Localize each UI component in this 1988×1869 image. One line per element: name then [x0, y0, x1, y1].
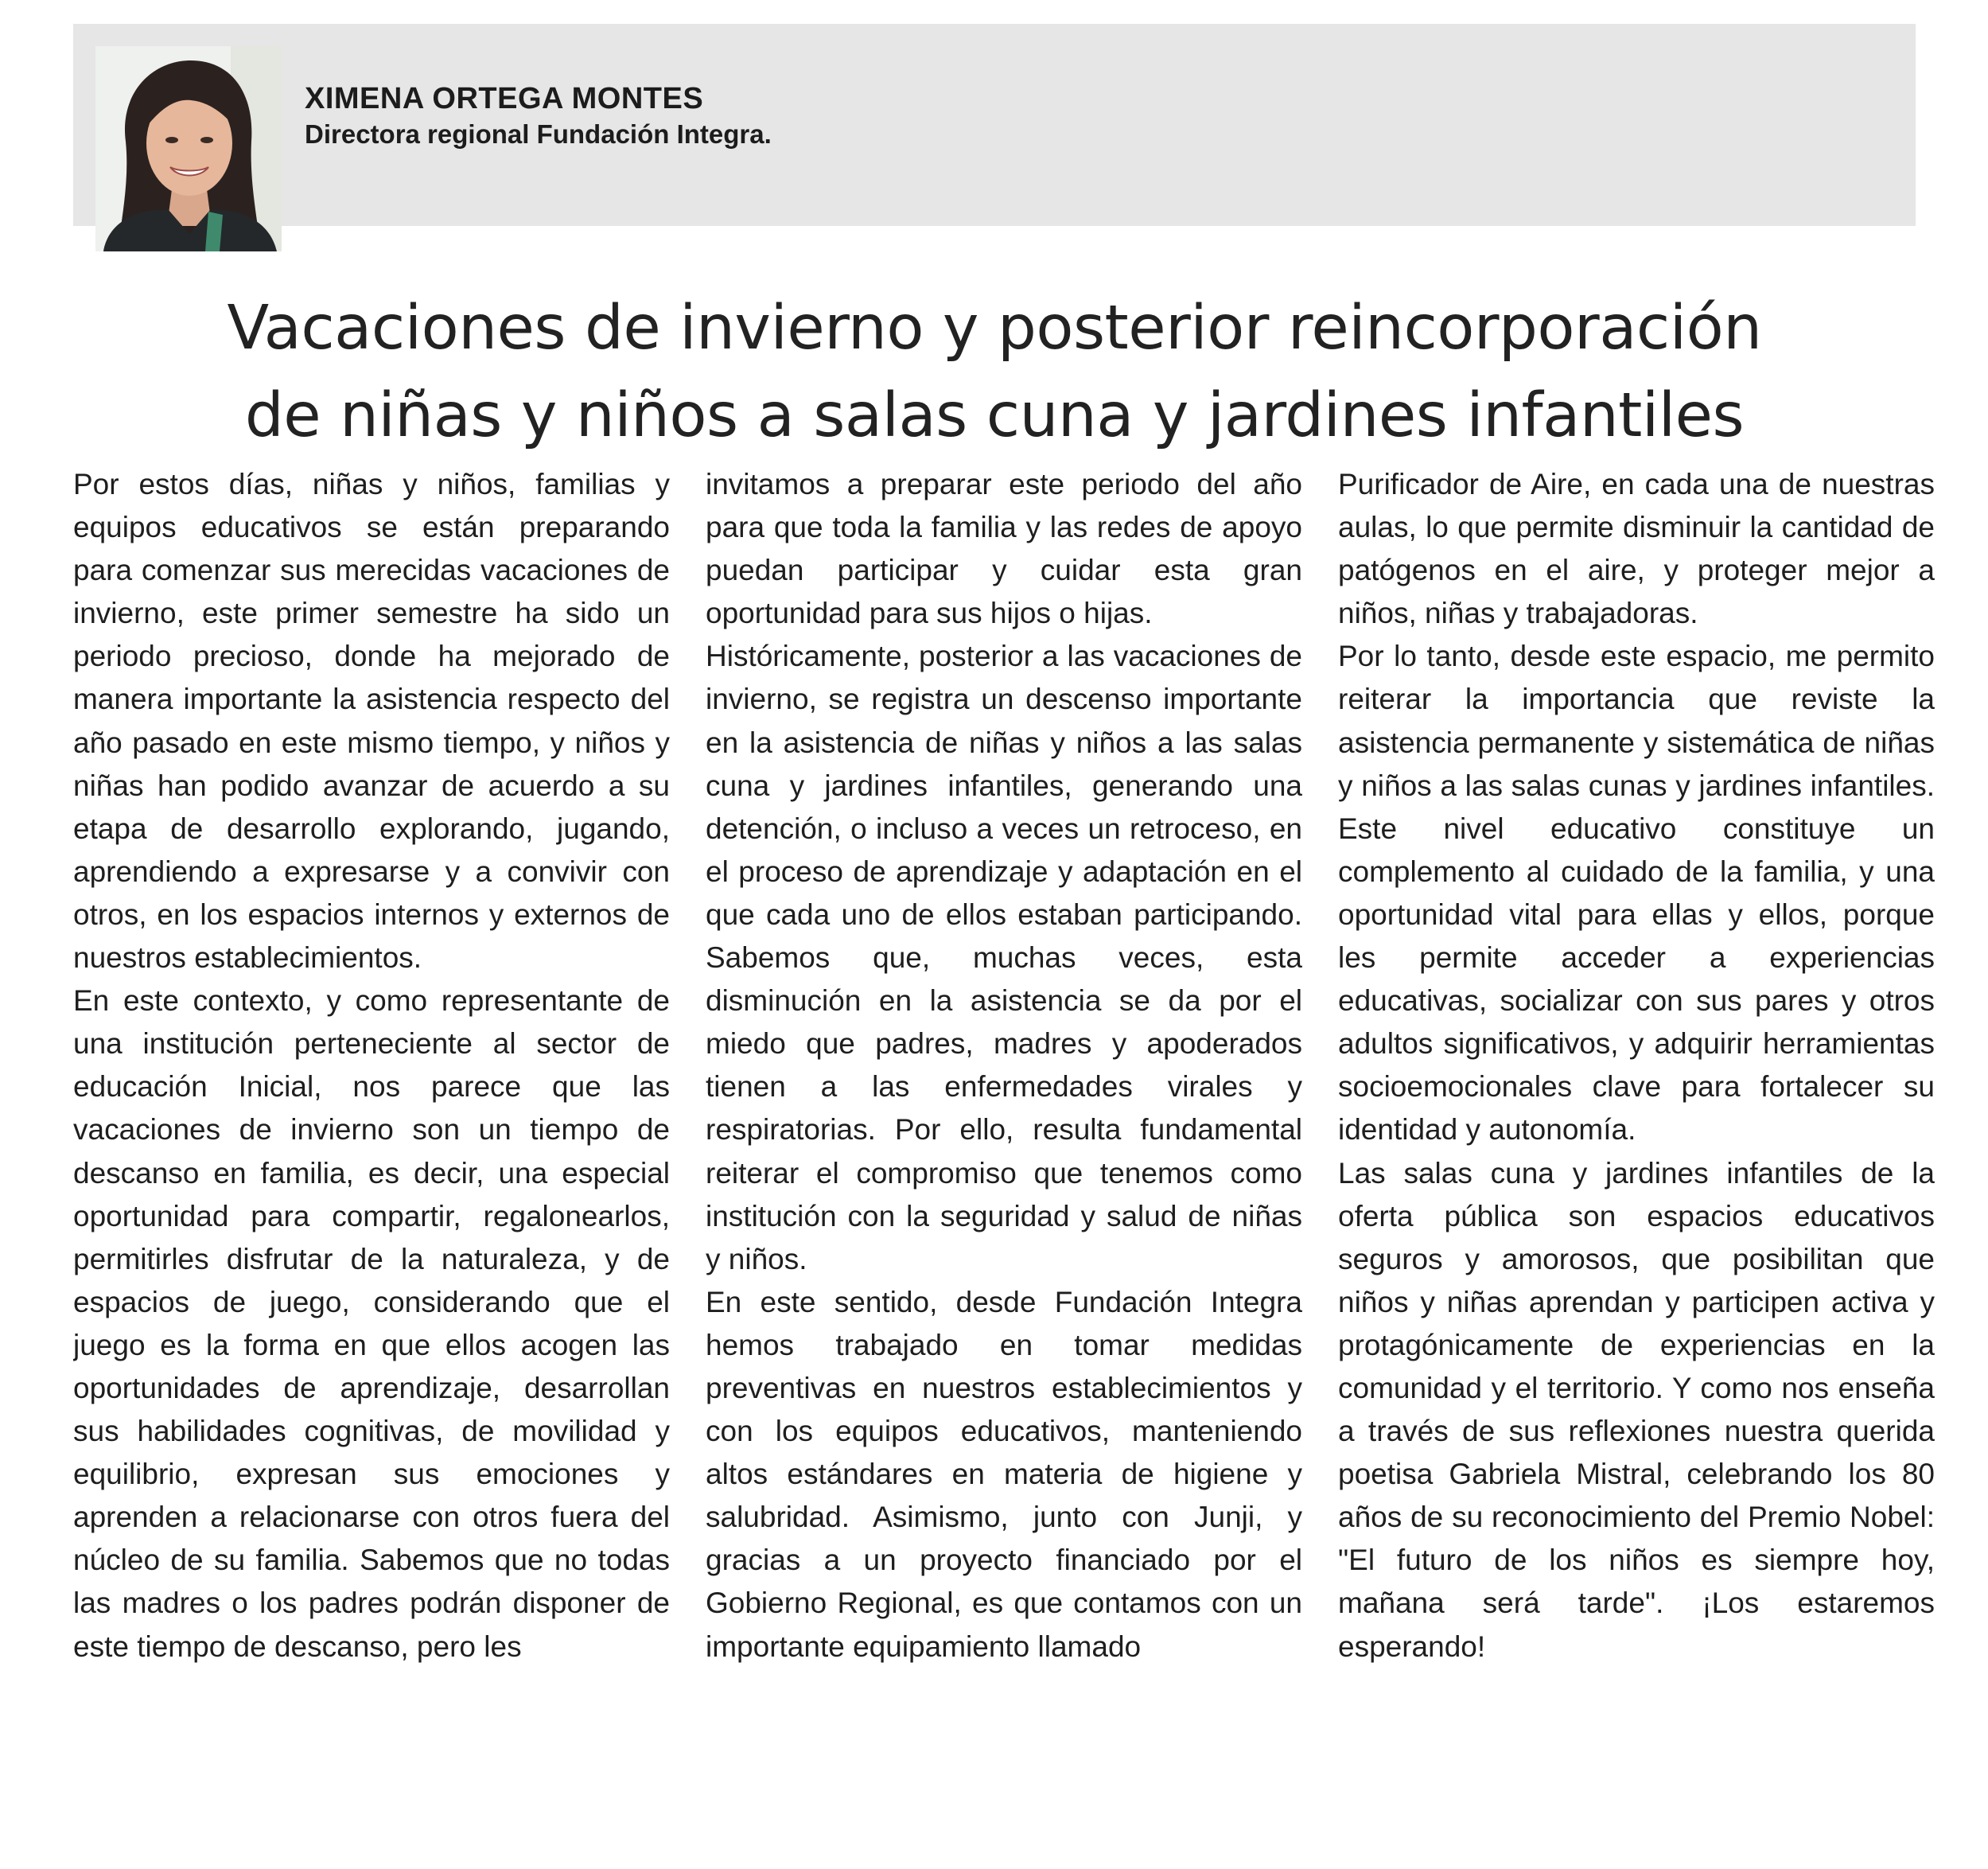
article-body [73, 463, 1935, 1840]
paragraph: invitamos a preparar este periodo del año para que toda la familia y las redes de apoyo puedan participar y cuidar esta gran oportunidad para sus hijos o hijas. [706, 468, 1302, 630]
headline-line-1: Vacaciones de invierno y posterior reincorporación [227, 293, 1762, 364]
paragraph: En este contexto, y como representante de una institución perteneciente al sector de educación Inicial, nos parece que las vacaciones de invierno son un tiempo de descanso en familia, es decir, una especial oportunidad para compartir, regalonearlos, permitirles disfrutar de la naturaleza, y de espacios de juego, considerando que el juego es la forma en que ellos acogen las oportunidades de aprendizaje, desarrollan sus habilidades cognitivas, de movilidad y equilibrio, expresan sus emociones y aprenden a relacionarse con otros fuera del núcleo de su familia. Sabemos que no todas las madres o los padres podrán disponer de este tiempo de descanso, pero les [73, 984, 670, 1663]
article-column-2 [706, 463, 1302, 1840]
author-photo [95, 46, 282, 251]
paragraph: Purificador de Aire, en cada una de nuestras aulas, lo que permite disminuir la cantidad de patógenos en el aire, y proteger mejor a niños, niñas y trabajadoras. [1338, 468, 1935, 630]
author-info [305, 80, 772, 151]
author-name: XIMENA ORTEGA MONTES [305, 82, 704, 115]
paragraph: En este sentido, desde Fundación Integra hemos trabajado en tomar medidas preventivas en nuestros establecimientos y con los equipos educativos, manteniendo altos estándares en materia de higiene y salubridad. Asimismo, junto con Junji, y gracias a un proyecto financiado por el Gobierno Regional, es que contamos con un importante equipamiento llamado [706, 1285, 1302, 1663]
paragraph: Las salas cuna y jardines infantiles de la oferta pública son espacios educativos seguros y amorosos, que posibilitan que niños y niñas aprendan y participen activa y protagónicamente de experiencias en la comunidad y el territorio. Y como nos enseña a través de sus reflexiones nuestra querida poetisa Gabriela Mistral, celebrando los 80 años de su reconocimiento del Premio Nobel: "El futuro de los niños es siempre hoy, mañana será tarde". ¡Los estaremos esperando! [1338, 1156, 1935, 1663]
paragraph: Por lo tanto, desde este espacio, me permito reiterar la importancia que reviste la asistencia permanente y sistemática de niñas y niños a las salas cunas y jardines infantiles. Este nivel educativo constituye un complemento al cuidado de la familia, y una oportunidad vital para ellas y ellos, porque les permite acceder a experiencias educativas, socializar con sus pares y otros adultos significativos, y adquirir herramientas socioemocionales clave para fortalecer su identidad y autonomía. [1338, 640, 1935, 1147]
article-headline [73, 285, 1916, 460]
author-role: Directora regional Fundación Integra. [305, 119, 772, 149]
article-column-1 [73, 463, 670, 1840]
paragraph: Históricamente, posterior a las vacaciones de invierno, se registra un descenso importante en la asistencia de niñas y niños a las salas cuna y jardines infantiles, generando una detención, o incluso a veces un retroceso, en el proceso de aprendizaje y adaptación en el que cada uno de ellos estaban participando. Sabemos que, muchas veces, esta disminución en la asistencia se da por el miedo que padres, madres y apoderados tienen a las enfermedades virales y respiratorias. Por ello, resulta fundamental reiterar el compromiso que tenemos como institución con la seguridad y salud de niñas y niños. [706, 640, 1302, 1275]
headline-line-2: de niñas y niños a salas cuna y jardines infantiles [244, 380, 1745, 451]
paragraph: Por estos días, niñas y niños, familias y equipos educativos se están preparando para comenzar sus merecidas vacaciones de invierno, este primer semestre ha sido un periodo precioso, donde ha mejorado de manera importante la asistencia respecto del año pasado en este mismo tiempo, y niños y niñas han podido avanzar de acuerdo a su etapa de desarrollo explorando, jugando, aprendiendo a expresarse y a convivir con otros, en los espacios internos y externos de nuestros establecimientos. [73, 468, 670, 975]
article-column-3 [1338, 463, 1935, 1840]
